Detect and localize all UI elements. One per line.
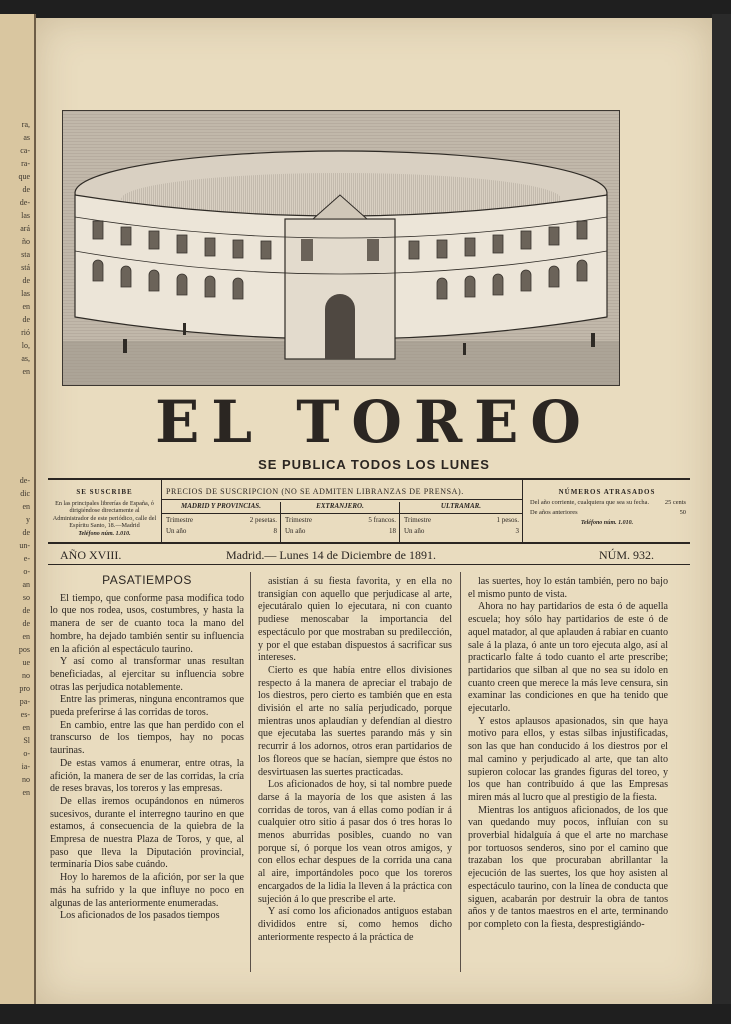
paragraph: Y así como los aficionados antiguos estaban divididos entre sí, como hemos dicho anteriormente respecto á la práctica de [258,906,452,943]
paragraph: Ahora no hay partidarios de esta ó de aquella escuela; hoy sólo hay partidarios de este ó de aquel matador, al que aplauden á rabiar en cuanto sale á la plaza, ó ante un toro ejecuta algo, así al practicarlo falte á todo cuanto el arte prescribe; partidarios que silban al que no sea su ídolo en cuanto creen que merece la más leve censura, sin examinar las condiciones en que ha tenido que ejecutarlo. [468,601,668,715]
book-binding [712,14,731,1004]
newspaper-subtitle: SE PUBLICA TODOS LOS LUNES [258,457,490,472]
prices-heading: PRECIOS DE SUSCRIPCION (NO SE ADMITEN LIBRANZAS DE PRENSA). [162,480,522,500]
price-label: Trimestre [285,516,312,524]
back-issues-line1: Del año corriente, cualquiera que sea su fecha. [530,499,650,506]
price-value: 1 pesos. [496,516,519,524]
paragraph: Entre las primeras, ninguna encontramos que pueda preferirse á las corridas de toros. [50,694,244,719]
article-column-3 [468,576,668,932]
price-label: Trimestre [166,516,193,524]
back-issues-price1: 25 cents [664,499,686,506]
back-issues-line2: De años anteriores [530,508,578,516]
prices-section [162,480,523,542]
price-label: Un año [166,527,187,535]
paragraph: asistían á su fiesta favorita, y en ella no transigían con aquello que perjudicase al arte, ejecutáralo quien lo ejecutara, ni con cuanto pudiese menoscabar la importancia del espectáculo por que mostraban su predilección, y por el que estaban dispuestos á sacrificar sus intereses. [258,576,452,664]
subscribe-heading: SE SUSCRIBE [76,488,133,496]
column-divider [250,572,251,972]
price-label: Un año [404,527,425,535]
price-label: Trimestre [404,516,431,524]
paragraph: Cierto es que había entre ellos divisiones respecto á la manera de apreciar el trabajo de los diestros, pero cierto es también que en esta división el arte no salía perjudicado, porque mientras unos aplaudían y defendían al diestro que ejecutaba las suertes parando más y sin recurrir á los adornos, otros eran partidarios de los floreos que se hacían, siempre que éstos no desvirtuasen las suertes practicadas. [258,664,452,778]
article-column-2 [258,576,452,944]
column-divider [460,572,461,972]
left-page-text-bottom: de- dic en y de un- e- o- an so de de en pos ue no pro pa- es- en Sl o- ia- no en [18,476,30,797]
newspaper-page [36,18,712,1004]
paragraph: Mientras los antiguos aficionados, de los que van quedando muy pocos, influían con su proverbial hidalguía á que el arte no marchase por tortuosos senderos, sino por el camino que trazaban los que procuraban abrillantar la ejecución de las suertes, los que hoy asisten al espectáculo taurino, con la línea de conducta que siguen, acabarán por destruir la obra de tantos años y de tantos maestros en el arte, terminando por completo con la fiesta, desprestigiándo- [468,804,668,930]
subscribe-text: En las principales librerías de España, ó dirigiéndose directamente al Administrador de este periódico, calle del Espíritu Santo, 18.—Madrid [52,500,157,530]
paragraph: Y estos aplausos apasionados, sin que haya motivo para ellos, y estas silbas injustificadas, son las que han conducido á los diestros por el mal camino y perjudicado al arte, que tan alto supieron colocar las grandes figuras del toreo, y los que han contribuído á que las Empresas miren más al lucro que al prestigio de la fiesta. [468,715,668,803]
paragraph: Los aficionados de hoy, si tal nombre puede darse á la mayoría de los que asisten á las corridas de toros, van á ellas como podían ir á cualquier otro sitio á pasar dos ó tres horas lo menos aburridas posibles, cuando no van porque sí, ó porque los vean otros amigos, y con ellos echar despues de la corrida una cana al aire, importándoles poco que los toreros encargados de la lidia la lleven á la práctica con sujeción á lo que prescribe el arte. [258,779,452,905]
issue-number: NÚM. 932. [598,548,654,562]
paragraph: De ellas iremos ocupándonos en números sucesivos, durante el interregno taurino en que estamos, á consecuencia de la quiebra de la Empresa de nuestra Plaza de Toros, y que, al paso que lleva la Diputación provincial, terminaría Dios sabe cuándo. [50,795,244,871]
price-label: Un año [285,527,306,535]
price-column-name: MADRID Y PROVINCIAS. [162,502,280,514]
left-page-edge [0,14,36,1004]
subscribe-phone: Teléfono núm. 1.010. [78,530,131,537]
back-issues-phone: Teléfono núm. 1.010. [580,519,634,526]
paragraph: En cambio, entre las que han perdido con el transcurso de los tiempos, hay no pocas taurinas. [50,719,244,757]
dateline [48,546,690,565]
paragraph: Los aficionados de los pasados tiempos [60,910,220,922]
paragraph: De estas vamos á enumerar, entre otras, la afición, la manera de ser de las corridas, la cría de reses bravas, los toreros y las empresas. [50,757,244,795]
back-issues-heading: NÚMEROS ATRASADOS [558,488,656,496]
price-value: 3 [515,527,519,535]
left-page-text-top: ra, as ca- ra- que de de- las ará ño sta stá de las en de rió lo, as, en [18,120,30,376]
back-issues-price2: 50 [679,508,686,516]
price-column-name: EXTRANJERO. [281,502,399,514]
newspaper-title: EL TOREO [155,388,593,456]
back-issues-section [524,480,690,542]
paragraph: Y así como al transformar unas resultan beneficiadas, al ejercitar su influencia sobre otras las perjudica notablemente. [50,656,244,693]
paragraph: El tiempo, que conforme pasa modifica todo lo que nos rodea, usos, costumbres, y hasta la manera de ser de cuanto toca la mano del hombre, ha dejado también sentir su influencia en la afición al espectáculo taurino. [50,592,244,655]
bullring-illustration [62,110,620,386]
article-heading: PASATIEMPOS [102,573,192,587]
price-value: 18 [389,527,396,535]
price-value: 8 [273,527,277,535]
price-value: 5 francos. [368,516,396,524]
price-column-name: ULTRAMAR. [400,502,522,514]
article-column-1 [50,574,244,923]
paragraph: las suertes, hoy lo están también, pero no bajo el mismo punto de vista. [468,576,668,600]
price-column-extranjero [281,502,400,542]
bullring-engraving-icon [63,111,619,385]
price-column-madrid [162,502,281,542]
paragraph: Hoy lo haremos de la afición, por ser la que más ha sufrido y la que influye no poco en algunas de las anteriormente enumeradas. [50,872,244,909]
subscribe-section [48,480,162,542]
issue-year: AÑO XVIII. [60,548,122,562]
price-column-ultramar [400,502,522,542]
price-value: 2 pesetas. [249,516,277,524]
issue-date: Madrid.— Lunes 14 de Diciembre de 1891. [226,548,436,562]
subscription-box [48,478,690,544]
